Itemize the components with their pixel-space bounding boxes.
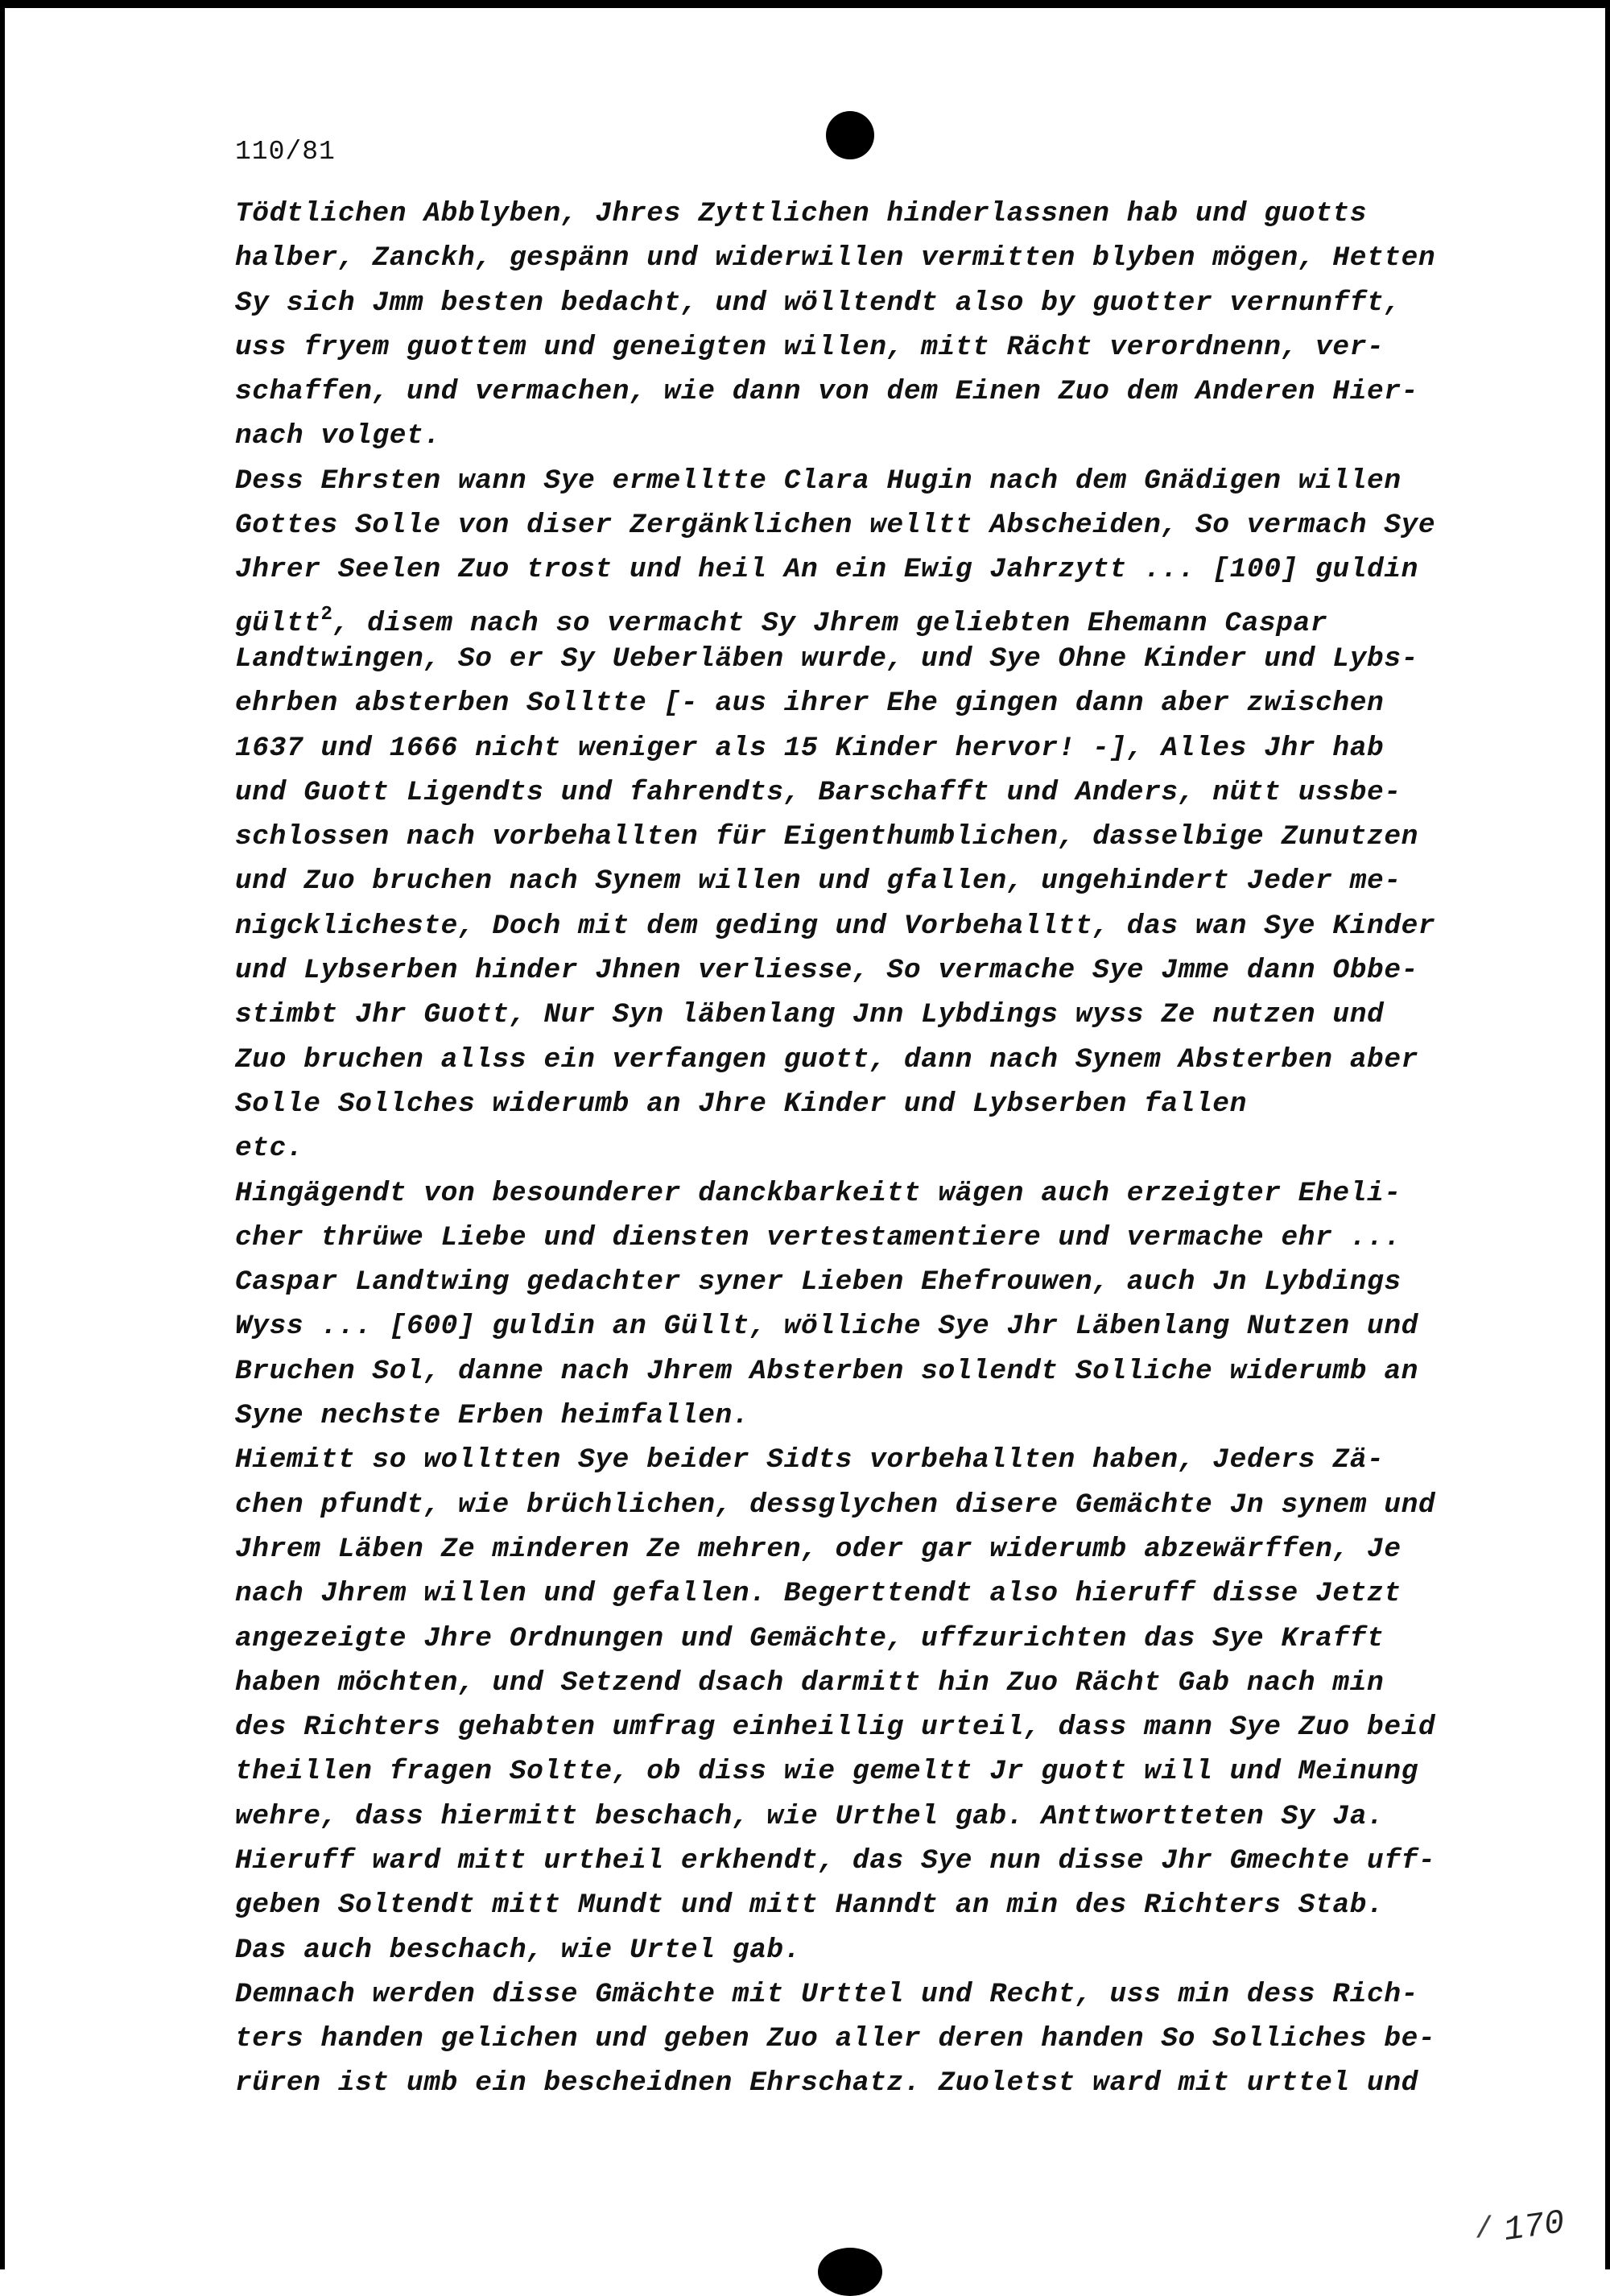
text-line: und Guott Ligendts und fahrendts, Barschafft und Anders, nütt ussbe-: [235, 776, 1402, 808]
text-line: 1637 und 1666 nicht weniger als 15 Kinder hervor! -], Alles Jhr hab: [235, 732, 1385, 764]
text-line: haben möchten, und Setzend dsach darmitt hin Zuo Rächt Gab nach min: [235, 1666, 1385, 1699]
text-line: Jhrem Läben Ze minderen Ze mehren, oder gar widerumb abzewärffen, Je: [235, 1533, 1402, 1565]
text-line: ters handen gelichen und geben Zuo aller deren handen So Solliches be-: [235, 2023, 1436, 2055]
text-line: nigcklicheste, Doch mit dem geding und Vorbehalltt, das wan Sye Kinder: [235, 910, 1436, 942]
text-line: Syne nechste Erben heimfallen.: [235, 1400, 750, 1432]
text-line: Bruchen Sol, danne nach Jhrem Absterben sollendt Solliche widerumb an: [235, 1355, 1418, 1387]
punch-hole-top: [826, 111, 874, 159]
text-line: Landtwingen, So er Sy Ueberläben wurde, und Sye Ohne Kinder und Lybs-: [235, 642, 1418, 675]
text-line: Sy sich Jmm besten bedacht, und wölltendt also by guotter vernunfft,: [235, 287, 1402, 319]
text-line: rüren ist umb ein bescheidnen Ehrschatz. Zuoletst ward mit urttel und: [235, 2067, 1418, 2100]
text-line: wehre, dass hiermitt beschach, wie Urthel gab. Anttwortteten Sy Ja.: [235, 1800, 1385, 1832]
folio-number: 170: [1501, 2203, 1567, 2251]
text-line: nach Jhrem willen und gefallen. Begerttendt also hieruff disse Jetzt: [235, 1578, 1402, 1610]
text-line: Das auch beschach, wie Urtel gab.: [235, 1934, 802, 1966]
text-line: ehrben absterben Solltte [- aus ihrer Ehe gingen dann aber zwischen: [235, 688, 1385, 720]
text-line: uss fryem guottem und geneigten willen, mitt Rächt verordnenn, ver-: [235, 331, 1385, 363]
text-line: Zuo bruchen allss ein verfangen guott, dann nach Synem Absterben aber: [235, 1043, 1418, 1076]
text-line: und Zuo bruchen nach Synem willen und gfallen, ungehindert Jeder me-: [235, 865, 1402, 898]
text-segment: , disem nach so vermacht Sy Jhrem geliebten Ehemann Caspar: [332, 607, 1328, 639]
text-line: halber, Zanckh, gespänn und widerwillen vermitten blyben mögen, Hetten: [235, 242, 1436, 275]
text-line: chen pfundt, wie brüchlichen, dessglychen disere Gemächte Jn synem und: [235, 1489, 1436, 1521]
text-line: angezeigte Jhre Ordnungen und Gemächte, uffzurichten das Sye Krafft: [235, 1622, 1385, 1654]
text-line: etc.: [235, 1133, 304, 1165]
text-segment: gültt: [235, 607, 321, 639]
text-line: Gottes Solle von diser Zergänklichen welltt Abscheiden, So vermach Sye: [235, 510, 1436, 542]
text-line: stimbt Jhr Guott, Nur Syn läbenlang Jnn Lybdings wyss Ze nutzen und: [235, 999, 1385, 1031]
text-line: des Richters gehabten umfrag einheillig urteil, dass mann Sye Zuo beid: [235, 1712, 1436, 1744]
scan-border-right: [1605, 0, 1610, 2269]
text-line: [235, 593, 1475, 637]
text-line: Demnach werden disse Gmächte mit Urttel und Recht, uss min dess Rich-: [235, 1978, 1418, 2010]
text-line: und Lybserben hinder Jhnen verliesse, So vermache Sye Jmme dann Obbe-: [235, 955, 1418, 987]
text-line: Caspar Landtwing gedachter syner Lieben Ehefrouwen, auch Jn Lybdings: [235, 1266, 1402, 1299]
text-line: schaffen, und vermachen, wie dann von dem Einen Zuo dem Anderen Hier-: [235, 376, 1418, 408]
text-line: Dess Ehrsten wann Sye ermelltte Clara Hugin nach dem Gnädigen willen: [235, 465, 1402, 497]
folio-mark: /: [1475, 2212, 1493, 2247]
scan-border-left: [0, 0, 5, 2269]
punch-hole-bottom: [818, 2248, 882, 2296]
body-text: [235, 192, 1475, 2106]
text-line: cher thrüwe Liebe und diensten vertestamentiere und vermache ehr ...: [235, 1221, 1402, 1253]
text-line: geben Soltendt mitt Mundt und mitt Hanndt an min des Richters Stab.: [235, 1889, 1385, 1922]
text-line: Tödtlichen Abblyben, Jhres Zyttlichen hinderlassnen hab und guotts: [235, 198, 1368, 229]
text-line: theillen fragen Soltte, ob diss wie gemeltt Jr guott will und Meinung: [235, 1756, 1418, 1788]
text-line: Hiemitt so wolltten Sye beider Sidts vorbehallten haben, Jeders Zä-: [235, 1444, 1385, 1476]
text-line: Jhrer Seelen Zuo trost und heil An ein Ewig Jahrzytt ... [100] guldin: [235, 554, 1418, 586]
footnote-marker: 2: [320, 603, 333, 626]
text-line: Hieruff ward mitt urtheil erkhendt, das Sye nun disse Jhr Gmechte uff-: [235, 1844, 1436, 1877]
text-line: Hingägendt von besounderer danckbarkeitt wägen auch erzeigter Eheli-: [235, 1177, 1402, 1209]
text-line: Wyss ... [600] guldin an Güllt, wölliche Sye Jhr Läbenlang Nutzen und: [235, 1311, 1418, 1343]
page-id: 110/81: [235, 137, 336, 167]
text-line: schlossen nach vorbehallten für Eigenthumblichen, dasselbige Zunutzen: [235, 821, 1418, 853]
scan-border-top: [0, 0, 1610, 8]
text-line: nach volget.: [235, 420, 441, 452]
text-line: Solle Sollches widerumb an Jhre Kinder und Lybserben fallen: [235, 1088, 1247, 1120]
